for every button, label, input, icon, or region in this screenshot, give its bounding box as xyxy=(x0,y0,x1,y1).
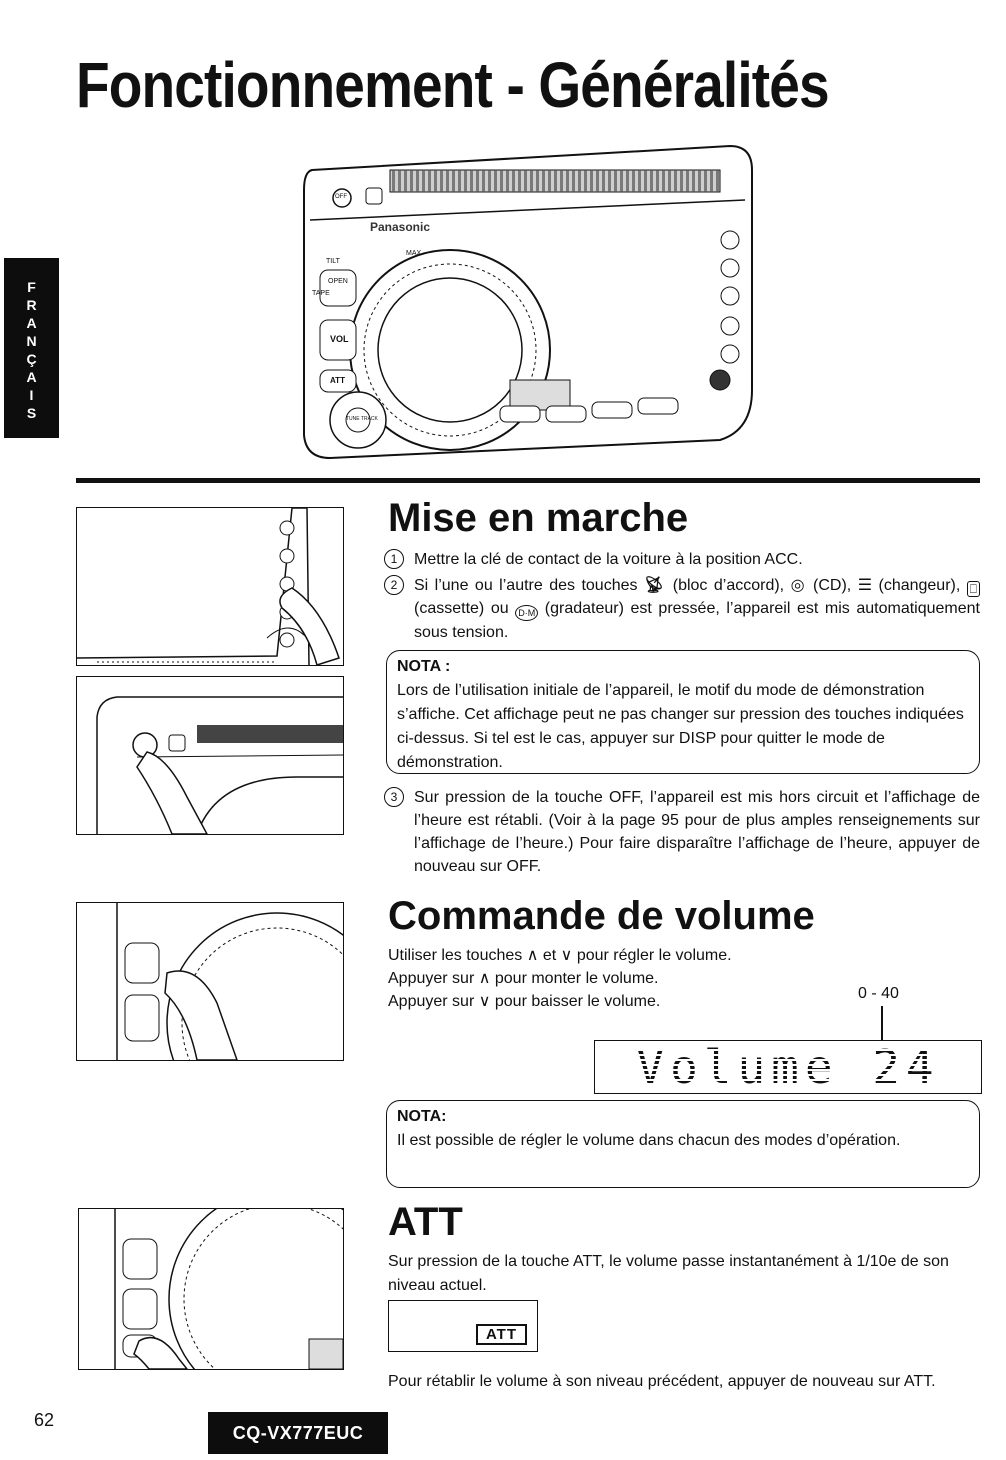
nota-box-volume xyxy=(386,1100,980,1188)
step-2 xyxy=(390,574,980,644)
cassette-icon: ⎕ xyxy=(967,581,980,597)
step-text: Si l’une ou l’autre des touches xyxy=(414,577,638,594)
step-number: 3 xyxy=(384,787,404,807)
nota-text: Lors de l’utilisation initiale de l’appareil, le motif du mode de démonstration s’affiche. Cet affichage peut ne pas changer sur pression des touches indiquées ci-dessus. Si tel est le cas, appuyer sur DISP pour quitter le mode de démonstration. xyxy=(397,682,964,771)
language-tab-letter: N xyxy=(26,333,37,349)
step-3 xyxy=(390,786,980,878)
volume-display-text: Volume 24 xyxy=(636,1040,940,1094)
tape-label: TAPE xyxy=(312,290,330,297)
language-tab-letter: R xyxy=(26,297,37,313)
volume-instruction-2: Appuyer sur ∧ pour monter le volume. xyxy=(388,970,659,987)
page-number: 62 xyxy=(34,1410,55,1430)
antenna-icon: 📡︎ xyxy=(643,577,667,594)
step-text: Sur pression de la touche OFF, l’appareil est mis hors circuit et l’affichage de l’heure est rétabli. (Voir à la page 95 pour de plus amples renseignements sur l’affichage de l’heure.) Pour faire disparaître l’affichage de l’heure, appuyer de nouveau sur OFF. xyxy=(414,789,980,875)
open-label: OPEN xyxy=(328,278,348,285)
language-tab-letter: A xyxy=(26,315,37,331)
volume-instruction-1: Utiliser les touches ∧ et ∨ pour régler le volume. xyxy=(388,947,732,964)
volume-range: 0 - 40 xyxy=(858,985,899,1002)
step-number: 1 xyxy=(384,549,404,569)
figure-press-volume xyxy=(76,902,344,1061)
language-tab-letter: Ç xyxy=(26,351,37,367)
heading-mise-en-marche: Mise en marche xyxy=(388,496,689,540)
language-tab-letter: A xyxy=(26,369,37,385)
section-divider xyxy=(76,478,980,483)
language-tab-letter: S xyxy=(26,405,37,421)
step-number: 2 xyxy=(384,575,404,595)
nota-label: NOTA : xyxy=(397,658,451,675)
tilt-label: TILT xyxy=(326,258,340,265)
cd-icon: ◎ xyxy=(790,577,807,594)
step-text: Mettre la clé de contact de la voiture à la position ACC. xyxy=(414,551,803,568)
figure-press-off xyxy=(76,676,344,835)
step-text: (changeur), xyxy=(878,577,961,594)
language-tab-letter: I xyxy=(29,387,34,403)
changer-icon: ☰ xyxy=(857,577,873,594)
language-tab-letter: F xyxy=(27,279,36,295)
language-tab xyxy=(4,258,59,438)
figure-press-att xyxy=(78,1208,344,1370)
att-indicator: ATT xyxy=(476,1324,527,1345)
dimmer-icon: D·M xyxy=(515,605,538,621)
att-display xyxy=(388,1300,538,1352)
max-label: MAX xyxy=(406,250,422,257)
heading-commande-de-volume: Commande de volume xyxy=(388,894,815,938)
nota-text: Il est possible de régler le volume dans chacun des modes d’opération. xyxy=(397,1132,901,1149)
model-number: CQ-VX777EUC xyxy=(208,1412,388,1454)
step-text: (gradateur) est pressée, l’appareil est mis automatiquement sous tension. xyxy=(414,600,980,641)
device-front-illustration xyxy=(290,140,760,460)
nota-box-demo xyxy=(386,650,980,774)
nota-label: NOTA: xyxy=(397,1108,447,1125)
att-label: ATT xyxy=(330,376,345,385)
volume-instruction-3: Appuyer sur ∨ pour baisser le volume. xyxy=(388,993,661,1010)
vol-label: VOL xyxy=(330,334,349,344)
step-text: (CD), xyxy=(813,577,852,594)
att-description: Sur pression de la touche ATT, le volume passe instantanément à 1/10e de son niveau actuel. xyxy=(388,1253,949,1294)
tune-track-label: TUNE TRACK xyxy=(346,416,378,422)
brand-logo: Panasonic xyxy=(370,220,431,234)
figure-press-source-buttons xyxy=(76,507,344,666)
step-text: (bloc d’accord), xyxy=(672,577,785,594)
step-text: (cassette) ou xyxy=(414,600,509,617)
att-restore-text: Pour rétablir le volume à son niveau précédent, appuyer de nouveau sur ATT. xyxy=(388,1373,936,1390)
volume-display xyxy=(594,1040,982,1094)
page-title: Fonctionnement - Généralités xyxy=(76,49,829,121)
heading-att: ATT xyxy=(388,1200,463,1244)
range-pointer-line xyxy=(881,1006,883,1040)
step-1 xyxy=(390,548,980,571)
off-label: OFF xyxy=(335,194,347,200)
